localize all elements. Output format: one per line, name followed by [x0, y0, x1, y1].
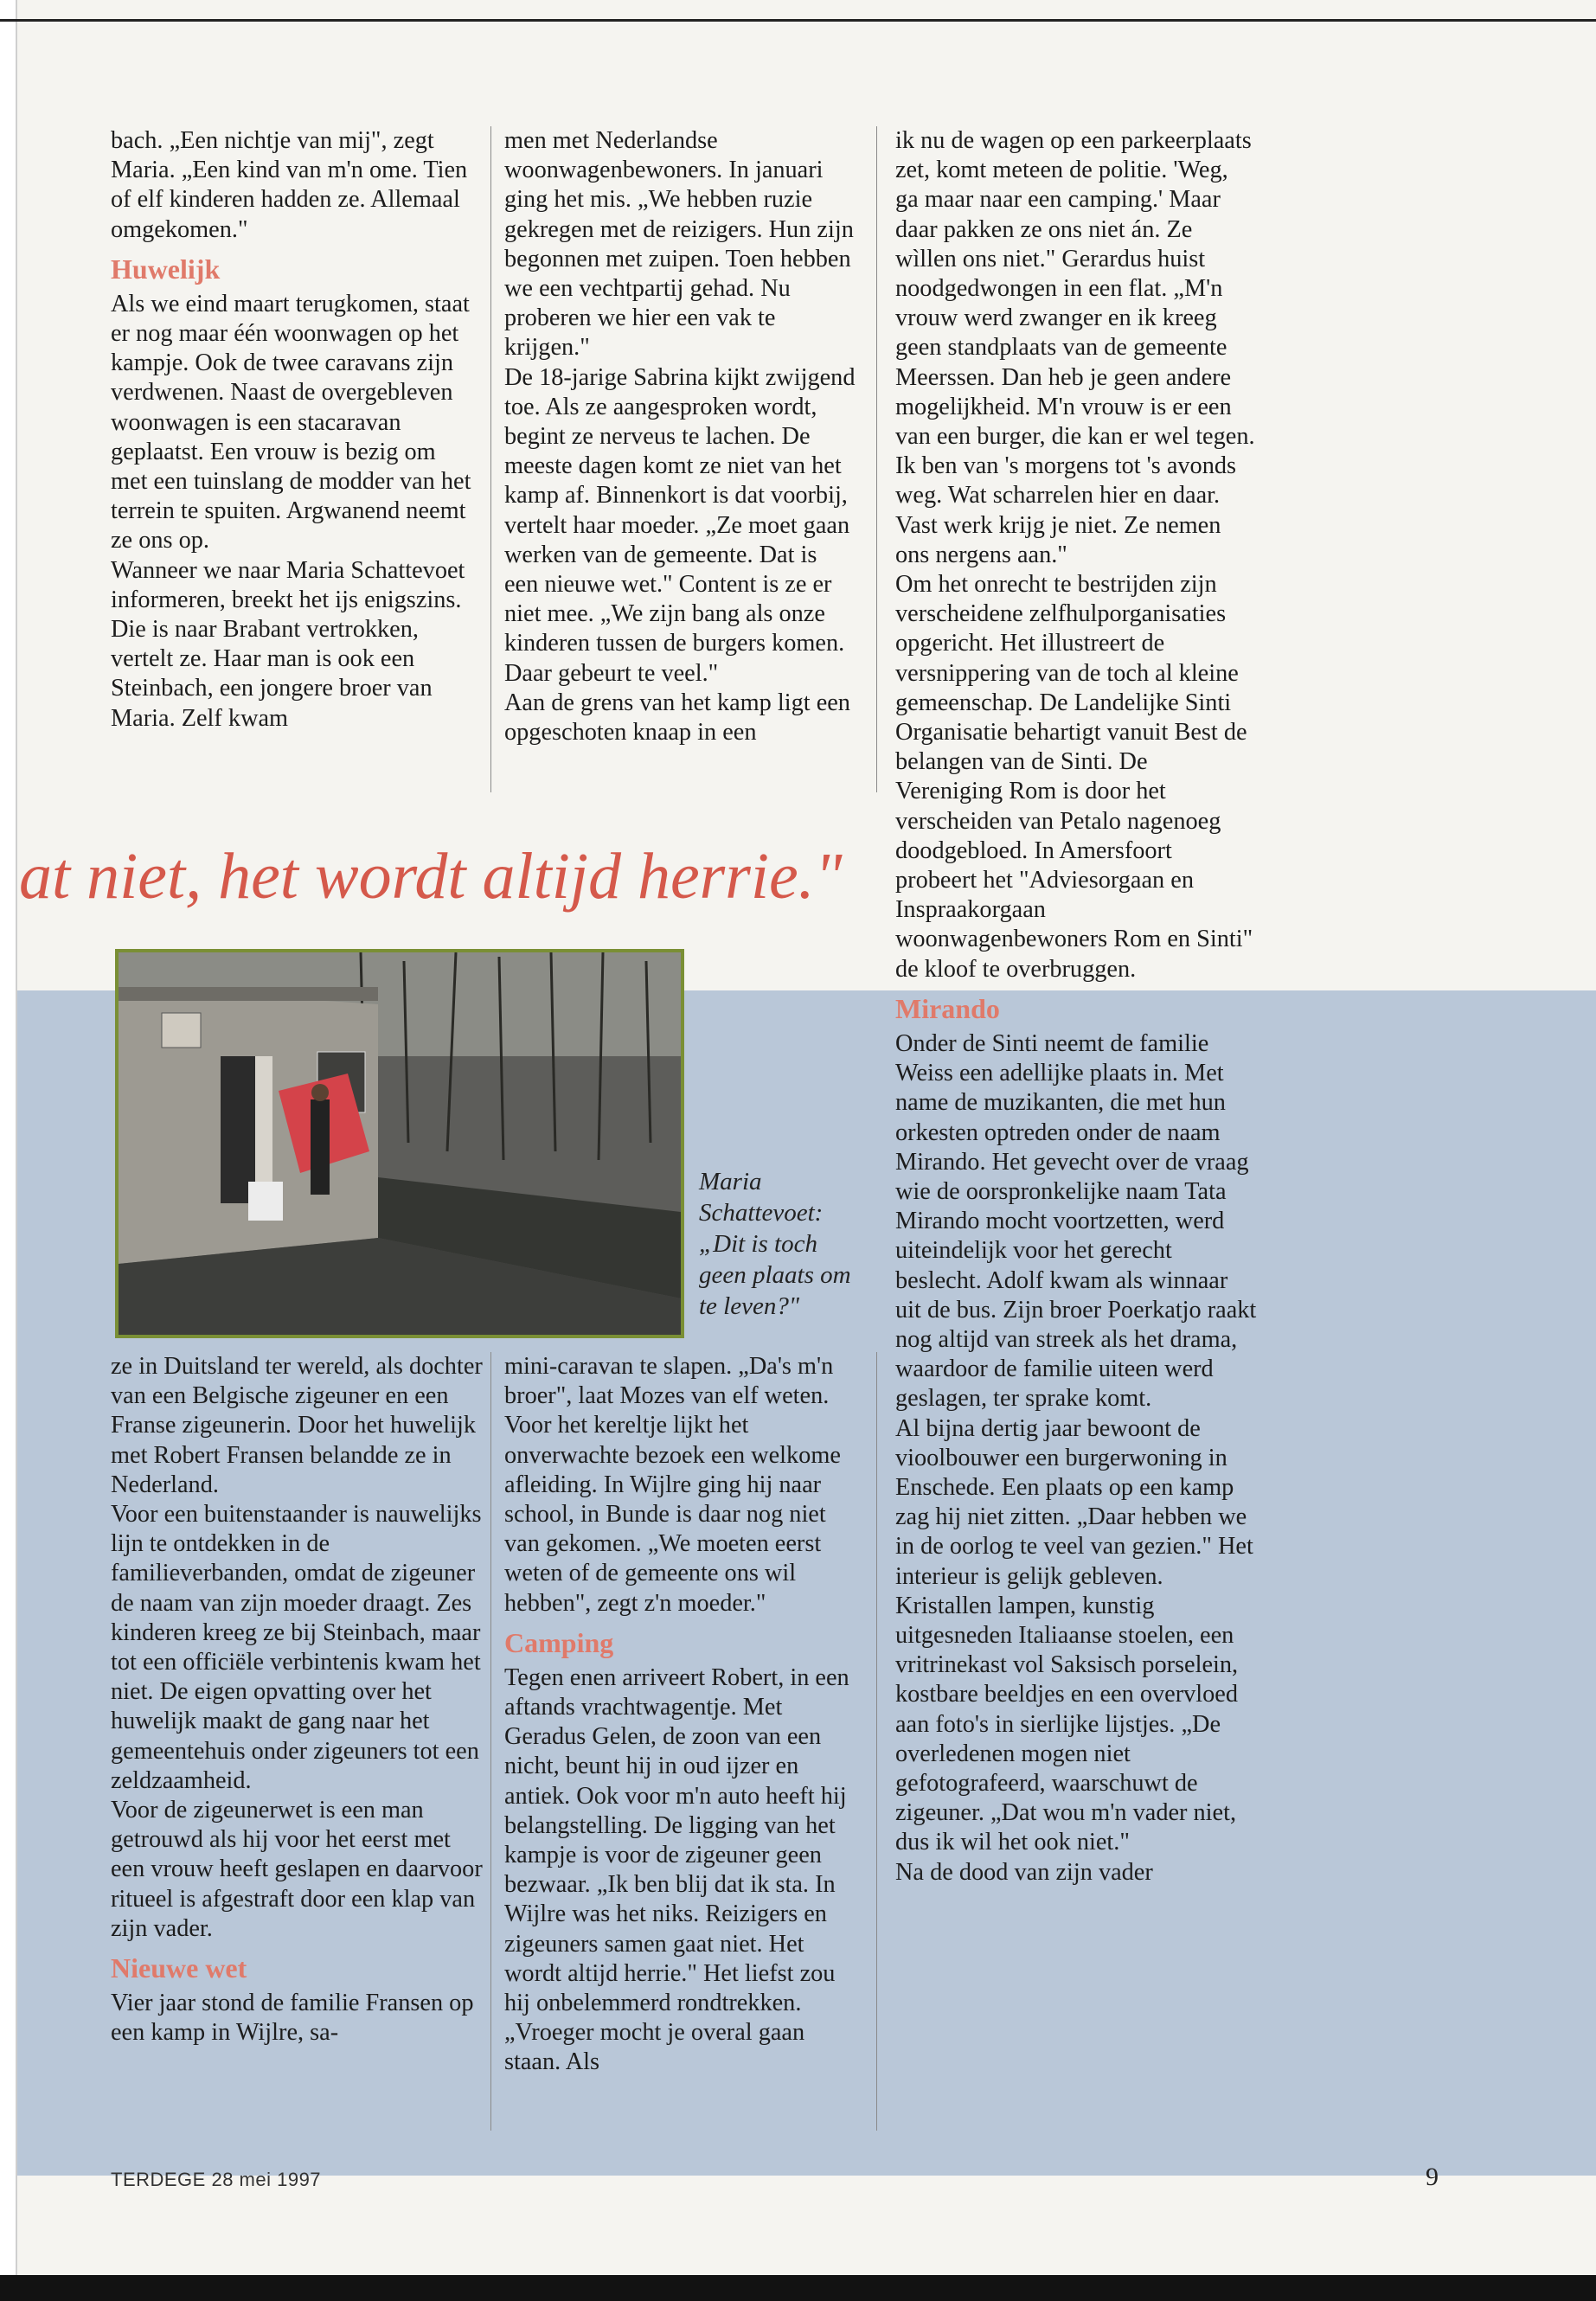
paragraph: Als we eind maart terugkomen, staat er nog maar één woonwagen op het kampje. Ook de twee caravans zijn verdwenen. Naast de overgebleven woonwagen is een stacaravan geplaatst. Een vrouw is bezig om met een tuinslang de modder van het terrein te spuiten. Argwanend neemt ze ons op.: [111, 290, 471, 554]
column-1-bottom: [111, 1352, 483, 2048]
paragraph: mini-caravan te slapen. „Da's m'n broer", laat Mozes van elf weten. Voor het kereltje lijkt het onverwachte bezoek een welkome afleiding. In Wijlre ging hij naar school, in Bunde is daar nog niet van gekomen. „We moeten eerst weten of de gemeente ons wil hebben", zegt z'n moeder.": [504, 1353, 841, 1617]
column-divider: [876, 126, 877, 792]
paragraph: men met Nederlandse woonwagenbewoners. In januari ging het mis. „We hebben ruzie gekregen met de reizigers. Hun zijn begonnen met zuipen. Toen hebben we een vechtpartij gehad. Nu proberen we hier een vak te krijgen.": [504, 127, 854, 362]
bottom-edge: [0, 2275, 1596, 2301]
column-divider: [490, 126, 491, 792]
subheading-huwelijk: Huwelijk: [111, 253, 221, 285]
top-rule: [0, 19, 1596, 22]
paragraph: Voor de zigeunerwet is een man getrouwd als hij voor het eerst met een vrouw heeft geslapen en daarvoor ritueel is afgestraft door een klap van zijn vader.: [111, 1797, 483, 1942]
column-divider: [490, 1352, 491, 2131]
column-2-bottom: [504, 1352, 859, 2078]
magazine-footer: TERDEGE 28 mei 1997: [111, 2169, 322, 2190]
paragraph: Wanneer we naar Maria Schattevoet informeren, breekt het ijs enigszins. Die is naar Brabant vertrokken, vertelt ze. Haar man is ook een Steinbach, een jongere broer van Maria. Zelf kwam: [111, 556, 465, 732]
column-2-top: [504, 126, 856, 747]
photo-illustration: [119, 952, 681, 1335]
paragraph: De 18-jarige Sabrina kijkt zwijgend toe. Als ze aangesproken wordt, begint ze nerveus te lachen. De meeste dagen komt ze niet van het kamp af. Binnenkort is dat voorbij, vertelt haar moeder. „Ze moet gaan werken van de gemeente. Dat is een nieuwe wet." Content is ze er niet mee. „We zijn bang als onze kinderen tussen de burgers komen. Daar gebeurt te veel.": [504, 363, 856, 687]
paragraph: ik nu de wagen op een parkeerplaats zet, komt meteen de politie. 'Weg, ga maar naar een camping.' Maar daar pakken ze ons niet án. Ze wìllen ons niet." Gerardus huist noodgedwongen in een flat. „M'n vrouw werd zwanger en ik kreeg geen standplaats van de gemeente Meerssen. Dan heb je geen andere mogelijkheid. M'n vrouw is er een van een burger, die kan er wel tegen. Ik ben van 's morgens tot 's avonds weg. Wat scharrelen hier en daar. Vast werk krijg je niet. Ze nemen ons nergens aan.": [895, 127, 1255, 568]
column-3: [895, 126, 1257, 1888]
paragraph: Tegen enen arriveert Robert, in een aftands vrachtwagentje. Met Geradus Gelen, de zoon van een nicht, beunt hij in oud ijzer en antiek. Ook voor m'n auto heeft hij belangstelling. De ligging van het kampje is voor de zigeuner geen bezwaar. „Ik ben blij dat ik sta. In Wijlre was het niks. Reizigers en zigeuners samen gaat niet. Het wordt altijd herrie." Het liefst zou hij onbelemmerd rondtrekken. „Vroeger mocht je overal gaan staan. Als: [504, 1663, 849, 2076]
column-1-top: [111, 126, 478, 734]
pull-quote: at niet, het wordt altijd herrie.": [19, 840, 843, 913]
paragraph: Na de dood van zijn vader: [895, 1858, 1153, 1886]
subheading-nieuwe-wet: Nieuwe wet: [111, 1952, 247, 1984]
paragraph: Om het onrecht te bestrijden zijn verscheidene zelfhulporganisaties opgericht. Het illustreert de versnippering van de toch al kleine gemeenschap. De Landelijke Sinti Organisatie behartigt vanuit Best de belangen van de Sinti. De Vereniging Rom is door het verscheiden van Petalo nagenoeg doodgebloed. In Amersfoort probeert het "Adviesorgaan en Inspraakorgaan woonwagenbewoners Rom en Sinti" de kloof te overbruggen.: [895, 571, 1253, 983]
paragraph: Vier jaar stond de familie Fransen op een kamp in Wijlre, sa-: [111, 1990, 474, 2047]
paragraph: Aan de grens van het kamp ligt een opgeschoten knaap in een: [504, 689, 850, 747]
paragraph: bach. „Een nichtje van mij", zegt Maria. „Een kind van m'n ome. Tien of elf kinderen hadden ze. Allemaal omgekomen.": [111, 127, 468, 243]
paragraph: Onder de Sinti neemt de familie Weiss een adellijke plaats in. Met name de muzikanten, die met hun orkesten optreden onder de naam Mirando. Het gevecht over de vraag wie de oorspronkelijke naam Tata Mirando mocht voortzetten, werd uiteindelijk voor het gerecht beslecht. Adolf kwam als winnaar uit de bus. Zijn broer Poerkatjo raakt nog altijd van streek als het drama, waardoor de familie uiteen werd geslagen, ter sprake komt.: [895, 1029, 1257, 1413]
photo-caption: Maria Schattevoet: „Dit is toch geen plaats om te leven?": [699, 1168, 851, 1320]
paragraph: ze in Duitsland ter wereld, als dochter van een Belgische zigeuner en een Franse zigeunerin. Door het huwelijk met Robert Fransen belandde ze in Nederland.: [111, 1353, 483, 1498]
page-number: 9: [1426, 2163, 1439, 2191]
subheading-mirando: Mirando: [895, 992, 1000, 1024]
column-divider: [876, 1352, 877, 2131]
article-photo: [115, 949, 684, 1338]
subheading-camping: Camping: [504, 1626, 614, 1658]
paragraph: Voor een buitenstaander is nauwelijks lijn te ontdekken in de familieverbanden, omdat de zigeuner de naam van zijn moeder draagt. Zes kinderen kreeg ze bij Steinbach, maar tot een officiële verbintenis kwam het niet. De eigen opvatting over het huwelijk maakt de gang naar het gemeentehuis onder zigeuners tot een zeldzaamheid.: [111, 1501, 482, 1794]
paragraph: Al bijna dertig jaar bewoont de vioolbouwer een burgerwoning in Enschede. Een plaats op een kamp zag hij niet zitten. „Daar hebben we in de oorlog te veel van gezien." Het interieur is gelijk gebleven. Kristallen lampen, kunstig uitgesneden Italiaanse stoelen, een vritrinekast vol Saksisch porselein, kostbare beeldjes en een overvloed aan foto's in sierlijke lijstjes. „De overledenen mogen niet gefotografeerd, waarschuwt de zigeuner. „Dat wou m'n vader niet, dus ik wil het ook niet.": [895, 1414, 1253, 1856]
page-left-edge: [0, 0, 17, 2301]
